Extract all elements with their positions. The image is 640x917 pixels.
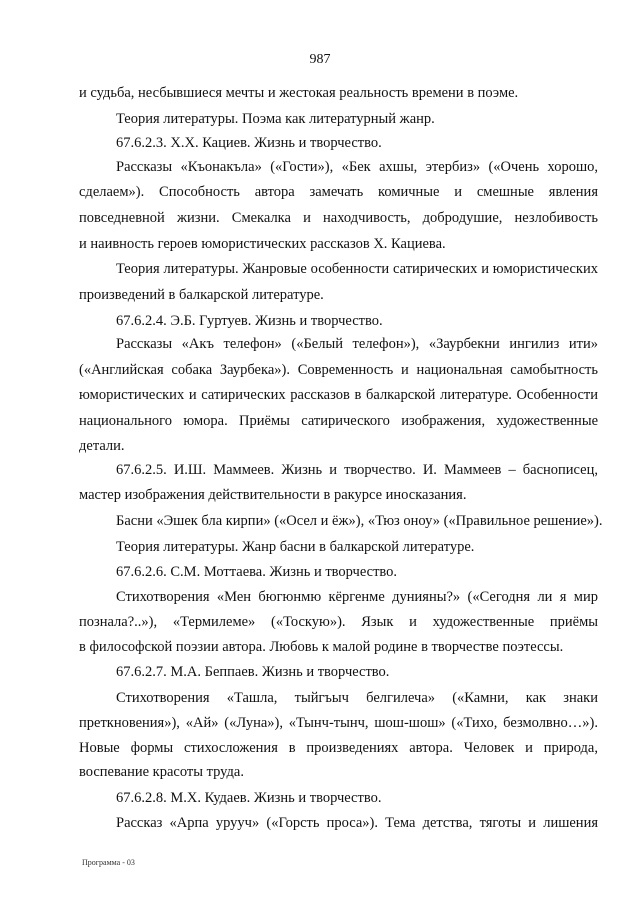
text-line: Рассказы «Акъ телефон» («Белый телефон»), «Заурбекни ингилиз ити» [116,336,598,352]
text-line: 67.6.2.4. Э.Б. Гуртуев. Жизнь и творчество. [116,313,383,329]
text-line: 67.6.2.5. И.Ш. Маммеев. Жизнь и творчество. И. Маммеев – баснописец, [116,462,598,478]
text-line: («Английская собака Заурбека»). Современность и национальная самобытность [79,362,598,378]
text-line: Рассказ «Арпа урууч» («Горсть проса»). Тема детства, тяготы и лишения [116,815,598,831]
text-line: Стихотворения «Мен бюгюнмю кёргенме дунияны?» («Сегодня ли я мир [116,589,598,605]
text-line: воспевание красоты труда. [79,764,244,780]
text-line: 67.6.2.6. С.М. Моттаева. Жизнь и творчество. [116,564,398,580]
text-line: детали. [79,438,125,454]
page-number: 987 [309,52,331,67]
text-line: Теория литературы. Поэма как литературный жанр. [116,111,435,127]
text-line: сделаем»). Способность автора замечать комичные и смешные явления [79,184,598,200]
text-line: в философской поэзии автора. Любовь к малой родине в творчестве поэтессы. [79,639,564,655]
text-line: Теория литературы. Жанр басни в балкарской литературе. [116,539,475,555]
text-line: 67.6.2.8. М.Х. Кудаев. Жизнь и творчество. [116,790,382,806]
text-line: юмористических и сатирических рассказов в балкарской литературе. Особенности [79,387,598,403]
text-line: Стихотворения «Ташла, тыйгъыч белгилеча» («Камни, как знаки [116,690,598,706]
text-line: Теория литературы. Жанровые особенности сатирических и юмористических [116,261,598,277]
text-line: Басни «Эшек бла кирпи» («Осел и ёж»), «Тюз оноу» («Правильное решение»). [116,513,603,529]
text-line: повседневной жизни. Смекалка и находчивость, добродушие, незлобивость [79,210,598,226]
text-line: мастер изображения действительности в ракурсе иносказания. [79,487,467,503]
text-line: Новые формы стихосложения в произведениях автора. Человек и природа, [79,740,598,756]
text-line: и судьба, несбывшиеся мечты и жестокая реальность времени в поэме. [79,85,519,101]
text-line: 67.6.2.3. Х.Х. Кациев. Жизнь и творчество. [116,135,382,151]
text-line: произведений в балкарской литературе. [79,287,324,303]
text-line: и наивность героев юмористических рассказов Х. Кациева. [79,236,446,252]
text-line: Рассказы «Къонакъла» («Гости»), «Бек ахшы, этербиз» («Очень хорошо, [116,159,598,175]
text-line: национального юмора. Приёмы сатирического изображения, художественные [79,413,598,429]
footer-label: Программа - 03 [82,858,135,867]
text-line: 67.6.2.7. М.А. Беппаев. Жизнь и творчество. [116,664,390,680]
text-line: познала?..»), «Термилеме» («Тоскую»). Язык и художественные приёмы [79,614,598,630]
text-line: преткновения»), «Ай» («Луна»), «Тынч-тынч, шош-шош» («Тихо, безмолвно…»). [79,715,598,731]
